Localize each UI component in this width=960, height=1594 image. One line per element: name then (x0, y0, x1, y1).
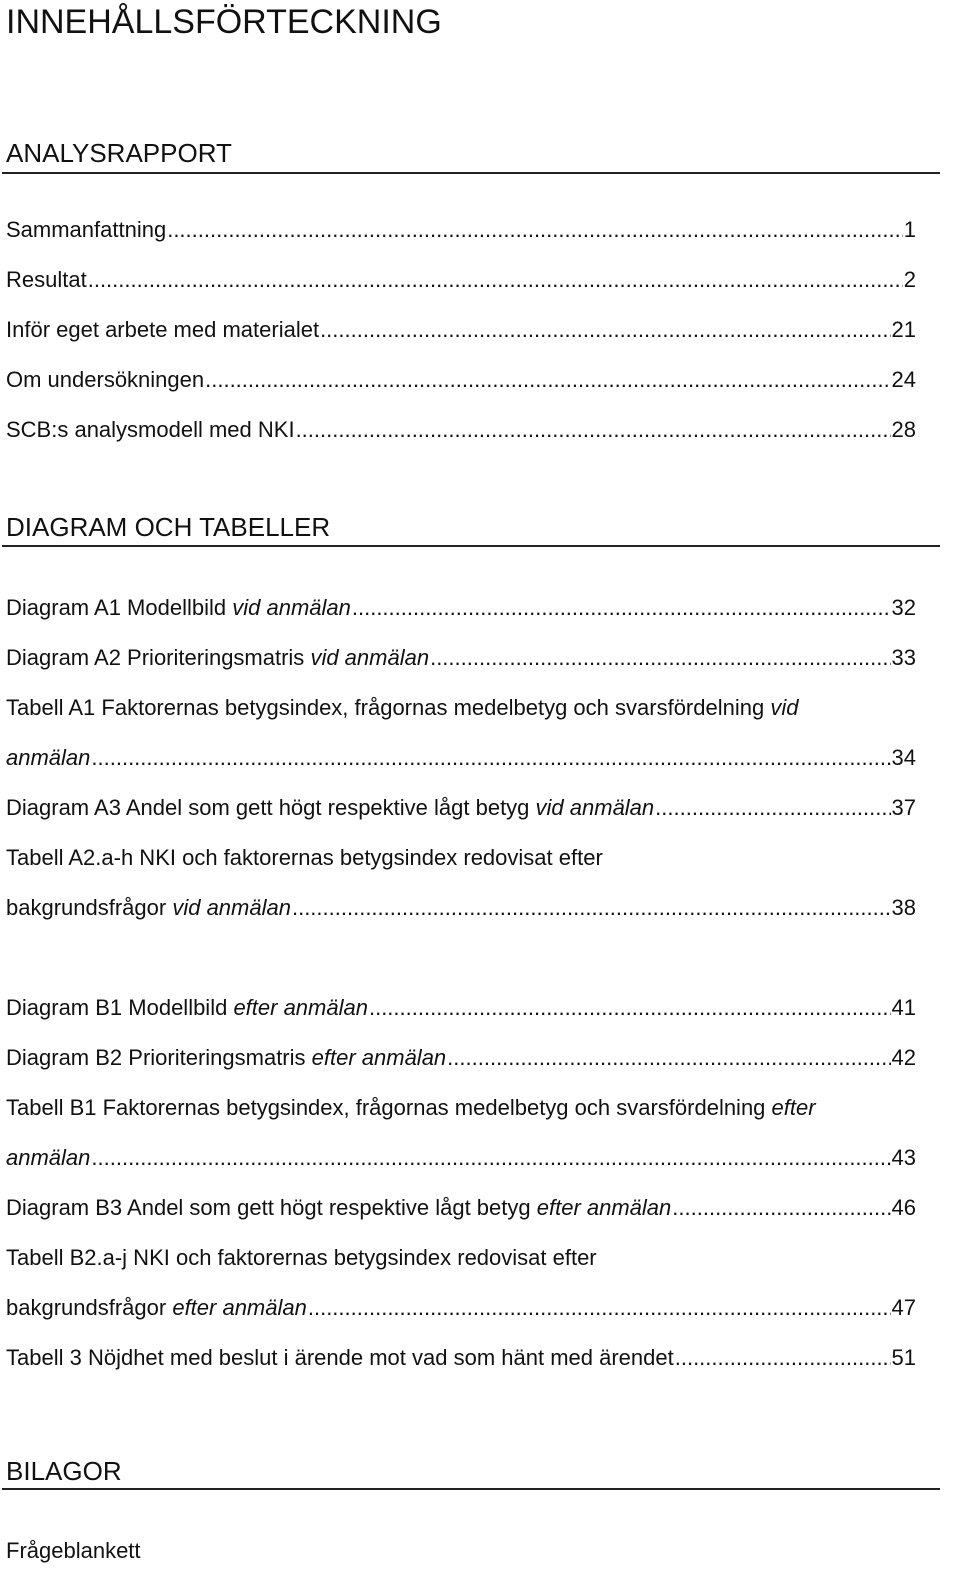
toc-entry-label: anmälan (6, 745, 91, 770)
toc-page-number: 43 (891, 1145, 916, 1170)
dot-leader (308, 1291, 891, 1325)
toc-entry[interactable] (6, 991, 916, 1025)
toc-page-number: 51 (891, 1345, 916, 1370)
toc-entry[interactable] (6, 313, 916, 347)
toc-entry-label: Tabell 3 Nöjdhet med beslut i ärende mot vad som hänt med ärendet (6, 1345, 674, 1370)
toc-entry-label: Diagram A3 Andel som gett högt respektive lågt betyg vid anmälan (6, 795, 655, 820)
toc-page-number: 21 (891, 317, 916, 342)
dot-leader (296, 413, 891, 447)
toc-entry[interactable] (6, 891, 916, 925)
toc-entry-label: Diagram B1 Modellbild efter anmälan (6, 995, 368, 1020)
toc-page-number: 24 (891, 367, 916, 392)
toc-page-number: 2 (903, 267, 916, 292)
toc-entry-line[interactable] (6, 841, 928, 875)
toc-entry[interactable] (6, 263, 916, 297)
toc-entry[interactable] (6, 741, 916, 775)
dot-leader (369, 991, 891, 1025)
dot-leader (352, 591, 891, 625)
dot-leader (91, 741, 890, 775)
toc-entry-label: Sammanfattning (6, 217, 167, 242)
toc-entry[interactable] (6, 1041, 916, 1075)
toc-entry-label: bakgrundsfrågor vid anmälan (6, 895, 291, 920)
toc-page-number: 34 (891, 745, 916, 770)
toc-entry[interactable] (6, 363, 916, 397)
toc-entry-label: Tabell B1 Faktorernas betygsindex, frågornas medelbetyg och svarsfördelning efter (6, 1095, 816, 1120)
toc-page-number: 41 (891, 995, 916, 1020)
toc-entry-line[interactable] (6, 691, 928, 725)
section-heading-bilagor: BILAGOR (6, 1456, 122, 1486)
toc-page-number: 33 (891, 645, 916, 670)
toc-entry-label: SCB:s analysmodell med NKI (6, 417, 295, 442)
toc-page-number: 46 (891, 1195, 916, 1220)
toc-entry-label: Diagram B3 Andel som gett högt respektive lågt betyg efter anmälan (6, 1195, 672, 1220)
dot-leader (91, 1141, 890, 1175)
toc-entry-label: bakgrundsfrågor efter anmälan (6, 1295, 307, 1320)
toc-entry[interactable] (6, 641, 916, 675)
toc-entry[interactable] (6, 1191, 916, 1225)
toc-entry[interactable] (6, 1141, 916, 1175)
toc-entry-label: Tabell A1 Faktorernas betygsindex, frågornas medelbetyg och svarsfördelning vid (6, 695, 799, 720)
toc-entry-line[interactable] (6, 1091, 928, 1125)
toc-entry[interactable] (6, 1291, 916, 1325)
toc-page-number: 32 (891, 595, 916, 620)
dot-leader (675, 1341, 891, 1375)
toc-page-number: 37 (891, 795, 916, 820)
toc-page-number: 42 (891, 1045, 916, 1070)
toc-entry[interactable] (6, 213, 916, 247)
toc-entry-label: Diagram A1 Modellbild vid anmälan (6, 595, 351, 620)
dot-leader (655, 791, 890, 825)
dot-leader (672, 1191, 890, 1225)
toc-page-number: 28 (891, 417, 916, 442)
section-divider (2, 1488, 940, 1490)
toc-entry-line[interactable] (6, 1241, 928, 1275)
section-heading-diagram-och-tabeller: DIAGRAM OCH TABELLER (6, 512, 331, 542)
dot-leader (205, 363, 890, 397)
toc-entry-label: Tabell B2.a-j NKI och faktorernas betygsindex redovisat efter (6, 1245, 597, 1270)
toc-page-number: 47 (891, 1295, 916, 1320)
toc-entry-label: Tabell A2.a-h NKI och faktorernas betygsindex redovisat efter (6, 845, 603, 870)
toc-entry-label: Inför eget arbete med materialet (6, 317, 320, 342)
dot-leader (167, 213, 903, 247)
dot-leader (88, 263, 903, 297)
toc-entry-label: Resultat (6, 267, 87, 292)
toc-entry[interactable] (6, 1341, 916, 1375)
dot-leader (430, 641, 890, 675)
section-divider (2, 545, 940, 547)
toc-entry-label: Om undersökningen (6, 367, 205, 392)
toc-page-number: 1 (903, 217, 916, 242)
page-title: INNEHÅLLSFÖRTECKNING (6, 3, 442, 41)
section-heading-analysrapport: ANALYSRAPPORT (6, 138, 232, 168)
toc-entry[interactable] (6, 591, 916, 625)
dot-leader (292, 891, 891, 925)
toc-page-number: 38 (891, 895, 916, 920)
appendix-entry[interactable]: Frågeblankett (6, 1538, 141, 1563)
dot-leader (447, 1041, 890, 1075)
section-divider (2, 172, 940, 174)
toc-entry-label: Diagram A2 Prioriteringsmatris vid anmälan (6, 645, 430, 670)
dot-leader (320, 313, 890, 347)
toc-entry-label: Diagram B2 Prioriteringsmatris efter anmälan (6, 1045, 447, 1070)
toc-entry[interactable] (6, 791, 916, 825)
toc-entry-label: anmälan (6, 1145, 91, 1170)
toc-entry[interactable] (6, 413, 916, 447)
